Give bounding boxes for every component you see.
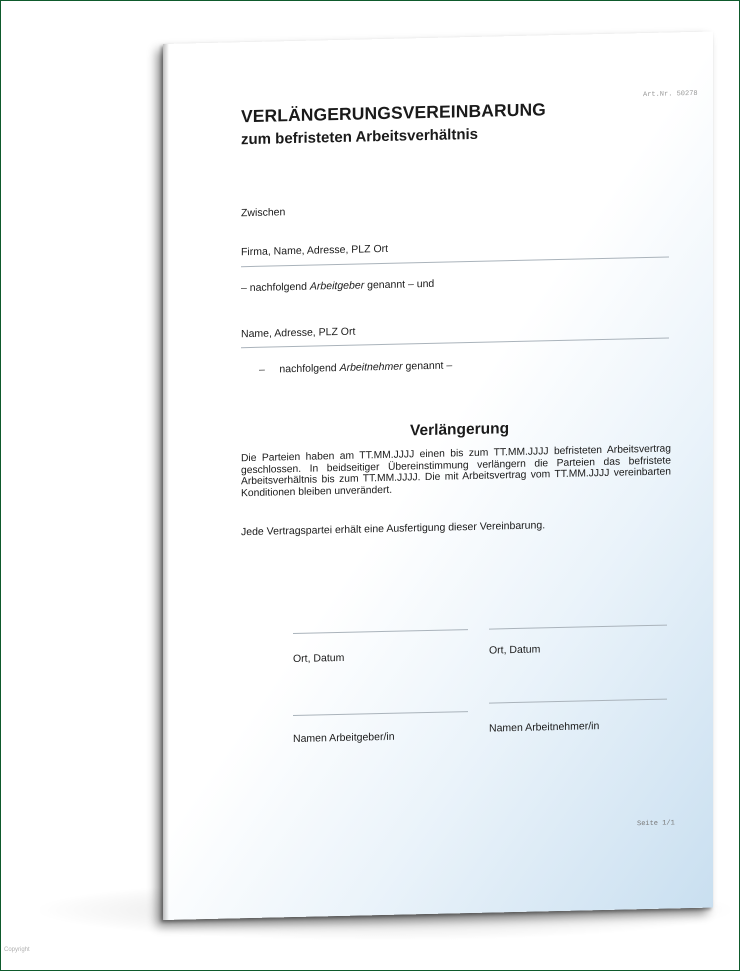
employee-note-prefix: – nachfolgend bbox=[259, 361, 340, 376]
copies-paragraph: Jede Vertragspartei erhält eine Ausfertigung dieser Vereinbarung. bbox=[241, 519, 546, 539]
employer-line bbox=[241, 257, 669, 268]
employer-note-term: Arbeitgeber bbox=[309, 279, 365, 293]
employee-note-suffix: genannt – bbox=[402, 359, 453, 373]
signature-line-left-name bbox=[293, 711, 468, 716]
watermark: Copyright bbox=[4, 947, 30, 953]
left-place-date-label: Ort, Datum bbox=[293, 651, 345, 666]
employer-fields: Firma, Name, Adresse, PLZ Ort bbox=[241, 242, 389, 259]
employer-note-prefix: – nachfolgend bbox=[241, 280, 310, 295]
section-heading: Verlängerung bbox=[410, 420, 510, 440]
page-number: Seite 1/1 bbox=[637, 819, 675, 829]
employee-fields: Name, Adresse, PLZ Ort bbox=[241, 325, 356, 341]
employee-note bbox=[259, 359, 452, 375]
document-subtitle: zum befristeten Arbeitsverhältnis bbox=[241, 125, 479, 149]
document-page bbox=[163, 32, 713, 920]
employer-name-label: Namen Arbeitgeber/in bbox=[293, 730, 395, 746]
employee-name-label: Namen Arbeitnehmer/in bbox=[489, 720, 600, 735]
signature-line-right-date bbox=[489, 625, 667, 630]
employee-line bbox=[241, 338, 669, 349]
extension-paragraph: Die Parteien haben am TT.MM.JJJJ einen bis zum TT.MM.JJJJ befristeten Arbeitsvertrag geschlossen. In beidseitiger Übereinstimmung verlängern die Parteien das befristete Arbeitsverhältnis bis zum TT.MM.JJJJ. Die mit Arbeitsvertrag vom TT.MM.JJJJ vereinbarten Konditionen bleiben unverändert. bbox=[241, 443, 671, 500]
employer-note bbox=[241, 278, 434, 294]
signature-line-left-date bbox=[293, 629, 468, 634]
document-title: VERLÄNGERUNGSVEREINBARUNG bbox=[241, 99, 546, 127]
employee-note-term: Arbeitnehmer bbox=[339, 360, 403, 374]
page-edge-shadow bbox=[163, 44, 169, 920]
article-number: Art.Nr. 50278 bbox=[643, 89, 698, 100]
between-label: Zwischen bbox=[241, 206, 286, 220]
signature-line-right-name bbox=[489, 699, 667, 704]
right-place-date-label: Ort, Datum bbox=[489, 643, 541, 657]
employer-note-suffix: genannt – und bbox=[364, 277, 435, 292]
